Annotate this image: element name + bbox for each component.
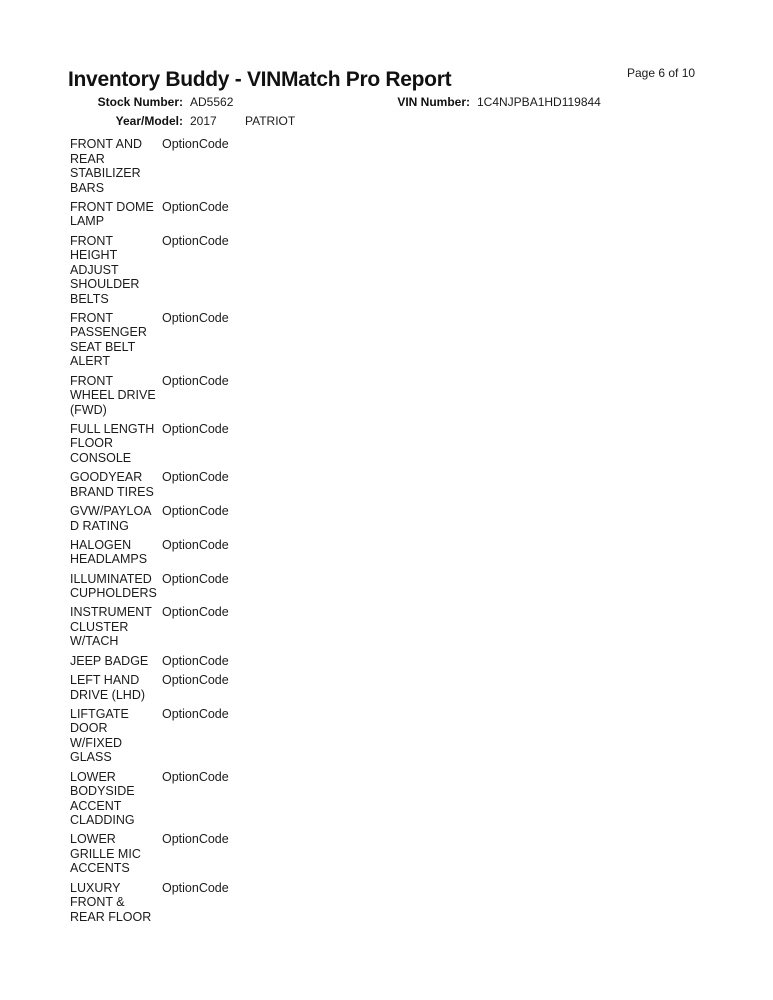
option-name-line: DOOR — [70, 721, 108, 736]
option-name-line: SEAT BELT — [70, 339, 136, 354]
option-code-value: OptionCode — [162, 706, 229, 721]
option-name-line: BODYSIDE — [70, 784, 135, 799]
option-name-line: DRIVE (LHD) — [70, 687, 146, 702]
page-indicator: Page 6 of 10 — [627, 66, 696, 80]
option-name-line: FULL LENGTH — [70, 421, 155, 436]
option-name-line: REAR FLOOR — [70, 909, 152, 924]
option-name-line: FRONT — [70, 373, 114, 388]
option-name — [70, 673, 162, 702]
option-name-line: FRONT — [70, 233, 114, 248]
option-name-line: CONSOLE — [70, 450, 132, 465]
option-name — [70, 504, 162, 533]
option-code-value: OptionCode — [162, 421, 229, 436]
option-name-line: FLOOR — [70, 436, 114, 451]
option-row — [70, 605, 490, 649]
option-name-line: LUXURY — [70, 880, 121, 895]
option-name — [70, 770, 162, 828]
option-row — [70, 770, 490, 828]
option-name-line: BRAND TIRES — [70, 484, 154, 499]
year-model-label: Year/Model: — [115, 114, 183, 128]
option-name-line: GRILLE MIC — [70, 846, 141, 861]
option-code-value: OptionCode — [162, 233, 229, 248]
option-name-line: STABILIZER — [70, 166, 141, 180]
option-name-line: REAR — [70, 151, 105, 166]
option-name-line: FRONT — [70, 310, 114, 325]
option-row — [70, 137, 490, 195]
option-row — [70, 200, 490, 229]
option-code-value: OptionCode — [162, 880, 229, 895]
option-name-line: GVW/PAYLOA — [70, 504, 152, 519]
option-name-line: ADJUST — [70, 262, 119, 277]
option-name-line: LAMP — [70, 214, 105, 229]
option-row — [70, 707, 490, 765]
report-title: Inventory Buddy - VINMatch Pro Report — [68, 68, 452, 91]
option-name-line: W/TACH — [70, 634, 119, 649]
option-row — [70, 673, 490, 702]
option-name — [70, 538, 162, 567]
option-row — [70, 311, 490, 369]
option-name — [70, 234, 162, 307]
option-code-value: OptionCode — [162, 199, 229, 214]
option-name-line: CLADDING — [70, 813, 135, 828]
option-name-line: BARS — [70, 180, 105, 195]
option-name — [70, 137, 162, 195]
option-name-line: HALOGEN — [70, 537, 132, 552]
option-name-line: GOODYEAR — [70, 470, 143, 485]
option-name-line: LOWER — [70, 769, 116, 784]
vin-number-label: VIN Number: — [397, 95, 470, 109]
option-name-line: LIFTGATE — [70, 706, 129, 721]
options-list — [70, 137, 490, 929]
option-name-line: LOWER — [70, 832, 116, 847]
model-value: PATRIOT — [245, 114, 296, 128]
option-row — [70, 881, 490, 925]
option-name-line: JEEP BADGE — [70, 653, 149, 668]
option-row — [70, 504, 490, 533]
option-name — [70, 881, 162, 925]
stock-number-value: AD5562 — [190, 95, 234, 109]
option-row — [70, 572, 490, 601]
option-row — [70, 832, 490, 876]
option-name-line: ILLUMINATED — [70, 571, 152, 586]
stock-number-label: Stock Number: — [97, 95, 183, 109]
option-code-value: OptionCode — [162, 470, 229, 485]
option-name — [70, 572, 162, 601]
option-code-value: OptionCode — [162, 769, 229, 784]
option-code-value: OptionCode — [162, 673, 229, 688]
option-name — [70, 654, 162, 669]
option-name-line: D RATING — [70, 518, 129, 533]
option-code-value: OptionCode — [162, 653, 229, 668]
option-name-line: WHEEL DRIVE — [70, 388, 156, 403]
option-name-line: INSTRUMENT — [70, 605, 152, 620]
option-code-value: OptionCode — [162, 137, 229, 151]
option-name-line: ACCENTS — [70, 861, 130, 876]
option-name-line: HEIGHT — [70, 248, 118, 263]
option-name-line: HEADLAMPS — [70, 552, 148, 567]
option-name-line: W/FIXED — [70, 735, 123, 750]
option-name-line: GLASS — [70, 750, 112, 765]
option-row — [70, 422, 490, 466]
option-row — [70, 470, 490, 499]
option-name-line: CUPHOLDERS — [70, 586, 157, 601]
option-name-line: ACCENT — [70, 798, 122, 813]
option-name — [70, 470, 162, 499]
option-code-value: OptionCode — [162, 605, 229, 620]
option-name-line: FRONT & — [70, 895, 125, 910]
option-name-line: (FWD) — [70, 402, 107, 417]
option-name-line: ALERT — [70, 354, 111, 369]
option-code-value: OptionCode — [162, 537, 229, 552]
option-row — [70, 654, 490, 669]
option-code-value: OptionCode — [162, 310, 229, 325]
option-name — [70, 832, 162, 876]
option-code-value: OptionCode — [162, 571, 229, 586]
option-name-line: FRONT DOME — [70, 199, 154, 214]
option-name — [70, 200, 162, 229]
option-name — [70, 422, 162, 466]
option-code-value: OptionCode — [162, 832, 229, 847]
option-name-line: BELTS — [70, 291, 109, 306]
vin-number-value: 1C4NJPBA1HD119844 — [477, 95, 601, 109]
option-name — [70, 707, 162, 765]
option-name — [70, 605, 162, 649]
option-name — [70, 311, 162, 369]
option-name-line: FRONT AND — [70, 137, 142, 151]
option-name-line: SHOULDER — [70, 277, 140, 292]
option-name-line: CLUSTER — [70, 619, 129, 634]
option-name-line: LEFT HAND — [70, 673, 140, 688]
option-row — [70, 234, 490, 307]
option-code-value: OptionCode — [162, 373, 229, 388]
option-name-line: PASSENGER — [70, 325, 147, 340]
option-code-value: OptionCode — [162, 504, 229, 519]
option-row — [70, 374, 490, 418]
option-name — [70, 374, 162, 418]
option-row — [70, 538, 490, 567]
year-value: 2017 — [190, 114, 217, 128]
